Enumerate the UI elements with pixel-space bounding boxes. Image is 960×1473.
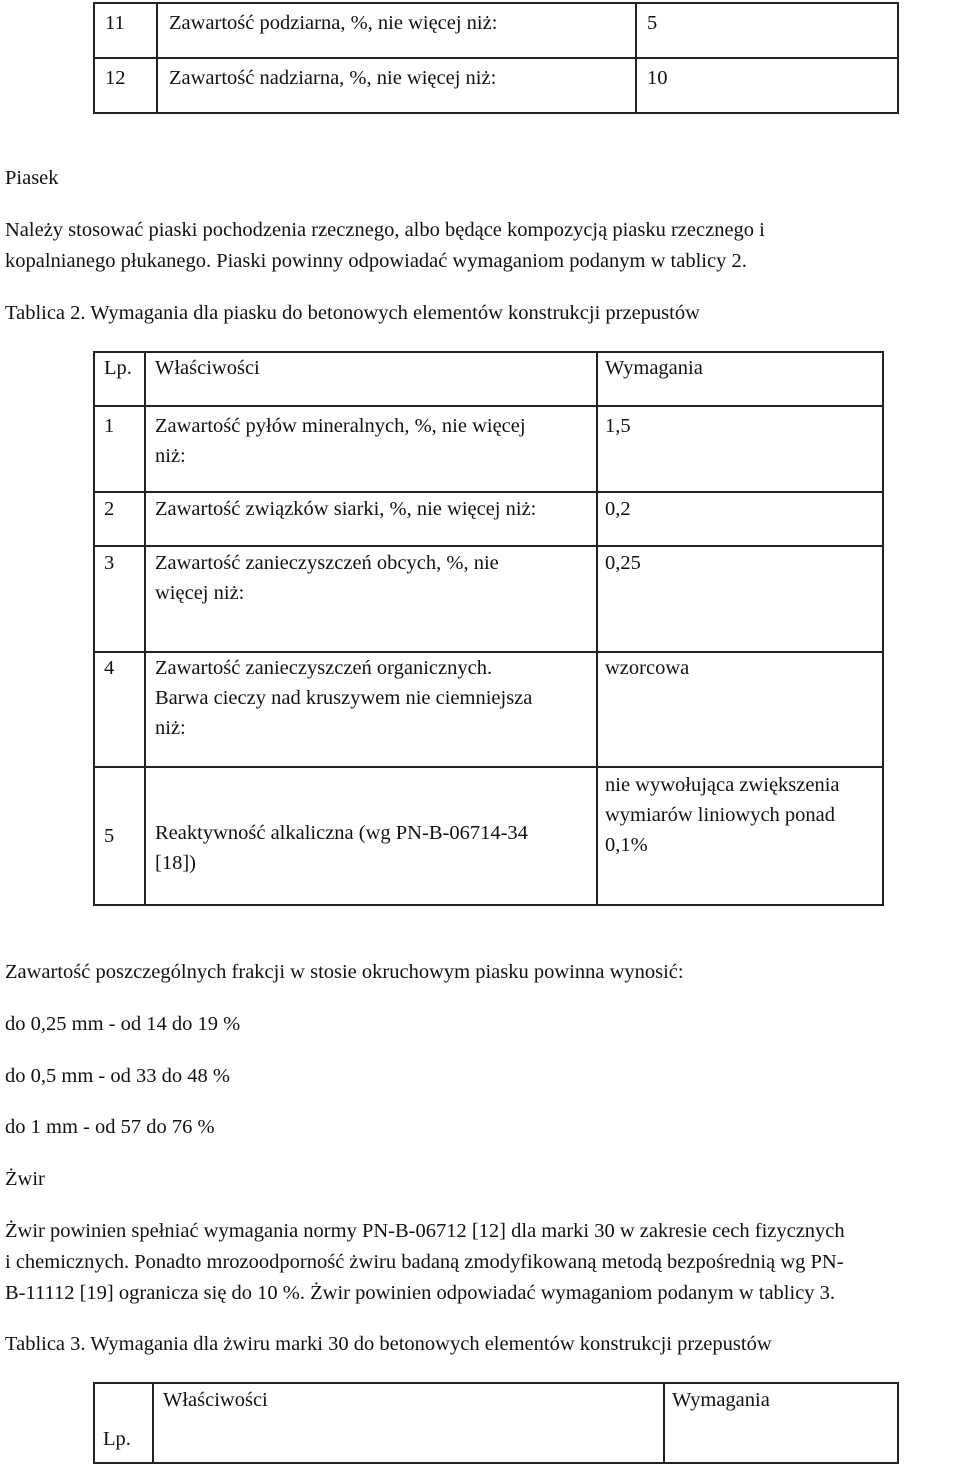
row-property: Zawartość zanieczyszczeń organicznych. Barwa cieczy nad kruszywem nie ciemniejsza niż: xyxy=(145,652,597,767)
row-property: Zawartość związków siarki, %, nie więcej niż: xyxy=(145,492,597,546)
fraction-line: do 1 mm - od 57 do 76 % xyxy=(5,1116,215,1138)
row-requirement: wzorcowa xyxy=(597,652,883,767)
sand-paragraph-line-1: Należy stosować piaski pochodzenia rzecznego, albo będące kompozycją piasku rzecznego i xyxy=(5,219,765,241)
fractions-intro: Zawartość poszczególnych frakcji w stosie okruchowym piasku powinna wynosić: xyxy=(5,961,684,983)
row-requirement: nie wywołująca zwiększenia wymiarów liniowych ponad 0,1% xyxy=(597,767,883,905)
table-row xyxy=(94,492,883,546)
row-property: Zawartość podziarna, %, nie więcej niż: xyxy=(157,3,636,58)
header-requirements: Wymagania xyxy=(597,352,883,406)
table-row xyxy=(94,546,883,652)
row-requirement: 0,25 xyxy=(597,546,883,652)
gravel-paragraph-line-2: i chemicznych. Ponadto mrozoodporność żwiru badaną zmodyfikowaną metodą bezpośrednią wg PN- xyxy=(5,1251,844,1273)
fraction-line: do 0,25 mm - od 14 do 19 % xyxy=(5,1013,241,1035)
row-property: Reaktywność alkaliczna (wg PN-B-06714-34 [18]) xyxy=(145,767,597,905)
table-header-row xyxy=(94,352,883,406)
table-row xyxy=(94,3,898,58)
gravel-heading: Żwir xyxy=(5,1168,45,1190)
gravel-paragraph-line-1: Żwir powinien spełniać wymagania normy PN-B-06712 [12] dla marki 30 w zakresie cech fizycznych xyxy=(5,1220,845,1242)
table-row xyxy=(94,652,883,767)
sand-heading: Piasek xyxy=(5,167,59,189)
header-lp: Lp. xyxy=(94,1383,153,1463)
row-value: 10 xyxy=(636,58,898,113)
row-number: 5 xyxy=(94,767,145,905)
row-number: 4 xyxy=(94,652,145,767)
table-3-caption: Tablica 3. Wymagania dla żwiru marki 30 do betonowych elementów konstrukcji przepustów xyxy=(5,1333,772,1355)
header-properties: Właściwości xyxy=(145,352,597,406)
row-number: 3 xyxy=(94,546,145,652)
header-lp: Lp. xyxy=(94,352,145,406)
row-property: Zawartość nadziarna, %, nie więcej niż: xyxy=(157,58,636,113)
row-value: 5 xyxy=(636,3,898,58)
row-requirement: 0,2 xyxy=(597,492,883,546)
header-properties: Właściwości xyxy=(153,1383,664,1463)
header-requirements: Wymagania xyxy=(664,1383,898,1463)
row-property: Zawartość zanieczyszczeń obcych, %, nie więcej niż: xyxy=(145,546,597,652)
row-number: 2 xyxy=(94,492,145,546)
table-header-row xyxy=(94,1383,898,1463)
table-row xyxy=(94,406,883,492)
gravel-requirements-table xyxy=(93,1382,899,1464)
row-requirement: 1,5 xyxy=(597,406,883,492)
top-table xyxy=(93,2,899,114)
sand-paragraph-line-2: kopalnianego płukanego. Piaski powinny odpowiadać wymaganiom podanym w tablicy 2. xyxy=(5,250,747,272)
row-number: 1 xyxy=(94,406,145,492)
table-row xyxy=(94,767,883,905)
row-number: 11 xyxy=(94,3,157,58)
table-2-caption: Tablica 2. Wymagania dla piasku do betonowych elementów konstrukcji przepustów xyxy=(5,302,700,324)
gravel-paragraph-line-3: B-11112 [19] ogranicza się do 10 %. Żwir powinien odpowiadać wymaganiom podanym w tablicy 3. xyxy=(5,1282,836,1304)
sand-requirements-table xyxy=(93,351,884,906)
row-number: 12 xyxy=(94,58,157,113)
row-property: Zawartość pyłów mineralnych, %, nie więcej niż: xyxy=(145,406,597,492)
fraction-line: do 0,5 mm - od 33 do 48 % xyxy=(5,1065,230,1087)
table-row xyxy=(94,58,898,113)
